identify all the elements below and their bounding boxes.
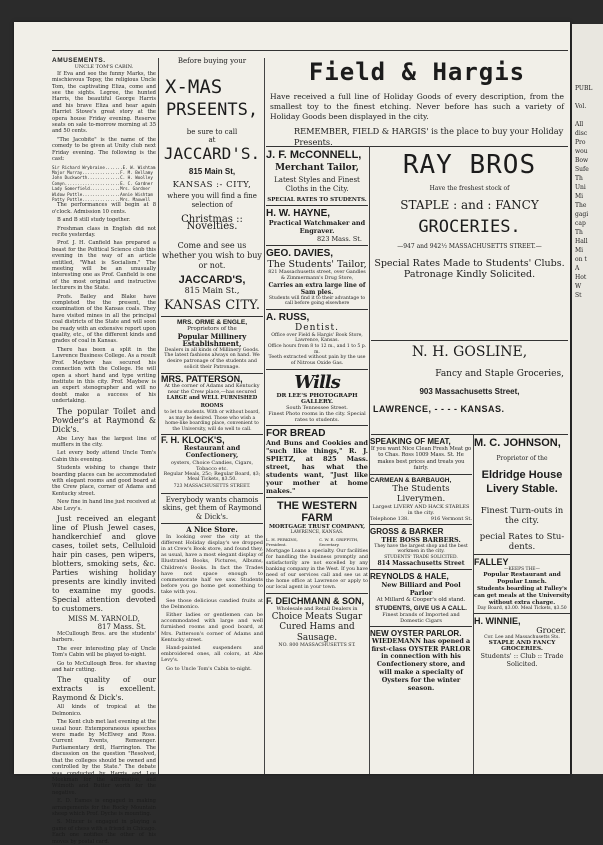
yarnold-ad-text: Just received an elegant line of Plush Jewel cases, handkerchief and glove cases, toilet sets, Celluloid hair pin cases, pen wipers, blotters, smoking sets, &c. Parties wishing holiday presents are kindly invited to examine my goods. Special attention devoted to customers. [52,514,156,613]
adjacent-page-line: The [575,202,587,209]
russ-text: Office over Field & Hargis' Book Store, Lawrence, Kansas. [271,332,363,344]
adjacent-page-line: Hot [575,274,587,281]
jaccards-name: JACCARD'S. [163,144,261,164]
jaccards-christmas: Christmas :: Novelties. [181,214,243,233]
russ-hours: Office hours from 8 to 12 m., and 1 to 5 p. m. [267,343,367,355]
johnson-title: Eldridge House Livery Stable. [481,469,563,495]
carmean-telephone: Telephone 138. [370,515,409,522]
bread-title: FOR BREAD [266,427,326,439]
davies-text-2: Students will find it to their advantage to call before going elsewhere [268,295,366,307]
adjacent-page-line: disc [575,130,588,137]
yarnold-name: MISS M. YARNOLD, [68,615,140,623]
field-hargis-remember: REMEMBER, FIELD & HARGIS' is the place to buy your Holiday Presents. [294,126,564,147]
amusements-para: McCullough Bros. are the students' barbers. [52,631,156,644]
carmean-text: Largest LIVERY AND HACK STABLES in the city. [372,503,470,516]
klock-name: F. H. KLOCK'S, [161,435,225,446]
jaccards-city: KANSAS :- CITY, [172,179,252,190]
adjacent-page-line: W [575,283,582,290]
adjacent-page-line: Hall [575,238,588,245]
davies-carries: Carries an extra large line of Sam ples. [268,281,366,296]
adjacent-page-line: PUBL [575,85,593,92]
ray-bros-address: —947 and 942½ MASSACHUSETTS STREET.— [397,243,542,250]
gross-address: 814 Massachusetts Street [377,559,465,567]
ray-bros-have: Have the freshest stock of [429,185,510,192]
falley-text: Students boarding at Falley's can get meals at the University without extra charge. [474,586,570,606]
russ-title: Dentist. [295,322,339,333]
oyster-title: NEW OYSTER PARLOR. [370,628,462,638]
deichmann-address: NO. 800 MASSACHUSETTS ST. [278,643,356,649]
amusements-para: S. Mincer is engaged in playing a game of chess with a friend in Chicago. Each one notifies the other of his moves by postal card. [52,819,157,845]
gross-patron: STUDENTS' TRADE SOLICITED. [384,554,458,560]
jaccards-where: where you will find a fine selection of [167,192,257,210]
nice-store-title: A Nice Store. [186,525,238,535]
gross-text: They have the largest shop and the best workmen in the city. [374,543,468,555]
deichmann-title: Wholesale and Retail Dealers in [276,605,358,612]
adjacent-page-line: cap [575,220,586,227]
amusements-sub: UNCLE TOM'S CABIN. [74,64,134,71]
adjacent-page-line: Th [575,175,583,182]
amusements-para: Students wishing to change their boarding places can be accommodated with elegant rooms and good board at the Crew place, corner of Adams and Kentucky street. [52,465,156,497]
mcconnell-name: J. F. McCONNELL, [266,149,362,161]
jaccards-column [161,58,263,774]
mcconnell-text: Latest Styles and Finest Cloths in the City. [274,176,360,193]
deichmann-text: Choice Meats Sugar Cured Hams and Sausage. [271,611,363,643]
amusements-para: All kinds of tropical at the Delmonico. [52,704,156,717]
orme-props: Proprietors of the [187,326,237,333]
meat-text: If you want Nice Clean Fresh Meat go to Chas. Ross 1009 Mass. St. He makes best prices and treats you fairly. [370,446,472,472]
adjacent-page-line: All [575,121,584,128]
amusements-para: "The Jacobite" is the name of the comedy to be given at Unity club next Friday evening. The following is the cast: [52,136,156,163]
ray-bros-special: Special Rates Made to Students' Clubs. Patronage Kindly Solicited. [374,258,565,280]
adjacent-page-line: Th [575,229,583,236]
xmas-title: X-MAS [165,76,223,99]
orme-name: MRS. ORME & ENGLE, [176,318,248,326]
amusements-para: B and B still study together. [57,217,131,224]
gosline-city: LAWRENCE, - - - - KANSAS. [373,404,505,414]
amusements-para: The ever interesting play of Uncle Tom's Cabin will be played to-night. [52,645,156,659]
newspaper-page [14,22,570,845]
reynolds-name: REYNOLDS & HALE, [370,571,449,581]
western-officer-1: L. H. PERKINS, President. [266,536,298,547]
ray-bros-groceries: GROCERIES. [418,217,521,237]
field-hargis-title: Field & Hargis [308,58,526,86]
amusements-para: Prof. J. H. Canfield has prepared a beast for the Political Science club this evening in the way of an article entitled, "What is Socialism." The meeting will be an unusually interesting one as Prof. Canfield is one of the most original and instructive lecturers in the State. [52,240,156,292]
falley-title: Popular Restaurant and Popular Lunch. [483,572,561,585]
hayne-name: H. W. HAYNE, [266,208,331,219]
nice-store-text: Either ladies or gentlemen can be accommodated with large and well furnished rooms and good board, at Mrs. Patterson's corner of Adams and Kentucky street. [161,612,263,643]
chamois-text: Everybody wants chamois skins, get them of Raymond & Dick's. [162,495,262,521]
patterson-text-2: to let to students. With or without board, as may be desired. Those who wish a home-like boarding place, convenient to the University, will do well to call. [164,410,260,432]
winnie-text: STAPLE AND FANCY GROCERIES. [488,640,556,653]
cast-list: Sir Richard Wrybraine.......E. W. Wishtam Major Murray...............F. M. Bellamy John Duckworth.............C. H. Woolley Comyn......................E. C. Gardner Lady Somerfield............Mrs. Gardner Widow Pottle...............Annie Wishtam Patty Pottle...............Mrs. Maxwell [52,164,156,202]
gosline-name: N. H. GOSLINE, [411,344,528,360]
column-divider [158,58,159,774]
amusements-para: The quality of our extracts is excellent. Raymond & Dick's. [52,675,156,703]
col4-ads [370,437,472,774]
patterson-text: At the corner of Adams and Kentucky near the Crew place,—has secured [164,383,260,396]
ray-bros-ad [371,149,568,339]
western-city: LAWRENCE, KANSAS. [290,529,344,535]
patterson-large: LARGE and WELL FURNISHED ROOMS [166,395,258,409]
adjacent-page-line: Mi [575,247,584,254]
xmas-before: Before buying your [177,57,247,65]
xmas-at: at [208,135,216,144]
adjacent-page-line: wou [575,148,588,155]
johnson-special: pecial Rates to Stu- dents. [479,532,565,552]
adjacent-page-line: Pro [575,139,586,146]
nice-store-text: See those delicious candied fruits at the Delmonico. [161,597,263,610]
adjacent-page-line [575,93,603,102]
western-text: Mortgage Loans a specialty. Our facilities for handling the business promptly and satisfactorily are not excelled by any banking company in the West. If you have need of our services call and see us at the home office at Lawrence or apply to our local agent in your town. [266,548,368,590]
oyster-text: WIEDEMANN has opened a first-class OYSTER PARLOR in connection with his Confectionery store, and will make a specialty of Oysters for the winter season. [371,636,471,692]
winnie-text-2: Students' :: Club :: Trade Solicited. [480,652,564,669]
carmean-address: 916 Vermont St. [430,515,472,522]
carmean-title: The Students Liverymen. [392,483,450,504]
nice-store-text: In looking over the city at the different Holiday display's we dropped in at Crew's Book store, and found they, as usual, have a most elegant display of Illustrated Books, Pictures, Albums, Children's Books. In fact the Trades have not space enough to commemorate half we saw. Students before you go home get something to take with you. [161,533,263,596]
adjacent-page-line: St [575,292,582,299]
gross-name: GROSS & BARKER [370,526,444,536]
field-hargis-text: Have received a full line of Holiday Goods of every description, from the smallest toy to the finest etching. Never before has such a variety of Holiday Goods been displayed in the city. [270,92,564,121]
xmas-presents: PRSEENTS, [165,100,259,121]
amusements-para: The performances will begin at 8 o'clock. Admission 10 cents. [52,202,156,215]
reynolds-text: Finest brands of Imported and Domestic Cigars [382,611,460,624]
klock-title: Restaurant and Confectionery, [183,443,241,460]
patterson-name: MRS. PATTERSON, [161,373,243,384]
adjacent-page-line [575,111,603,120]
nice-store-text: Go to Uncle Tom's Cabin to-night. [166,665,252,672]
davies-text: 821 Massachusetts street, over Gandles & Zimmermann's Drug Store, [268,270,366,281]
davies-name: GEO. DAVIES, [266,248,334,259]
mcconnell-title: Merchant Tailor, [275,163,359,173]
jaccards-city-2: KANSAS CITY. [163,297,261,313]
amusements-para: Profs. Bailey and Blake have completed the the present, the examination of the Kansas coals. They have visited mines in all the principal coal districts of the State and will soon be ready with an extensive report upon quality, etc., of the different kinds and grades of coal in Kansas. [52,293,156,345]
winnie-address: Cor. Lee and Massachusetts Sts. [484,635,560,641]
middle-ads-column [266,149,368,774]
wills-text: Finest Photo rooms in the city. Special rates to students. [268,410,366,423]
falley-rates: Day Board, $3.00. Meal Tickets, $3.50 [477,606,567,612]
jaccards-name-2: JACCARD'S, [178,273,246,286]
adjacent-page [572,24,603,774]
reynolds-call: STUDENTS, GIVE US A CALL. [375,604,467,612]
reynolds-address: At Millard & Cooper's old stand. [376,596,466,603]
wills-logo: Wills [294,371,340,393]
johnson-props: Proprietor of the [496,455,548,462]
hayne-address: 823 Mass. St. [317,235,362,243]
gosline-title: Fancy and Staple Groceries, [435,369,564,379]
column-divider [264,58,265,774]
winnie-title: Grocer. [536,626,566,636]
reynolds-title: New Billiard and Pool Parlor [381,580,461,597]
xmas-be-sure: be sure to call [186,128,238,137]
jaccards-address-2: 815 Main St., [184,286,240,296]
western-title: MORTGAGE TRUST COMPANY, [268,523,366,530]
hayne-title: Practical Watchmaker and Engraver. [268,219,366,235]
klock-text: oysters, Choice Candies, Cigars, Tobacco etc. [170,459,254,472]
amusements-para: Abe Levy has the largest line of mufflers in the city. [52,435,156,448]
orme-title: Popular Millinery Establishment, [177,331,247,349]
western-officer-2: C. W. E. GRIFFITH, Secretary. [319,536,359,547]
gosline-address: 903 Massachusetts Street, [419,387,520,396]
adjacent-page-text [575,84,603,300]
russ-name: A. RUSS, [266,311,310,323]
jaccards-address: 815 Main St, [188,167,236,177]
nice-store-text: Hand-painted suspenders and embroidered ones, all colors, at Abe Levy's. [161,645,263,664]
adjacent-page-line: Uni [575,184,586,191]
johnson-name: M. C. JOHNSON, [474,437,561,449]
ray-bros-name: RAY BROS [402,150,537,180]
orme-text: Dealers in all kinds of Millinery Goods. The latest fashions always on hand. We desire patronage of the students and solicit their Patronage. [164,347,260,371]
mcconnell-special: SPECIAL RATES TO STUDENTS. [267,197,367,203]
bread-text: And Buns and Cookies and "such like things," R. J. SPIETZ, at 825 Mass. street, has what the students want, "Just like your mother at home makes." [266,438,368,495]
western-name: THE WESTERN FARM [276,499,358,524]
amusements-para: If Eva and see the funny Marks, the mischievous Topsy, the religious Uncle Tom, the captivating Eliza, come and see the sights. Legree, the hunted Harris, the beautiful George Harris and his brave Eliza and hear again Harriet Stowe's great story at the opera house Friday evening. Reserve seats on sale to-morrow morning at 35 and 50 cents. [52,70,156,135]
winnie-name: H. WINNIE, [474,616,521,627]
davies-title: The Students' Tailor, [267,259,367,270]
adjacent-page-line: A [575,265,580,272]
deichmann-name: F. DEICHMANN & SON, [266,595,365,606]
falley-sub: —KEEPS THE— [504,567,540,572]
amusements-column [52,57,157,845]
amusements-para: Go to McCullough Bros. for shaving and hair cutting. [52,660,156,674]
jaccards-come: Come and see us whether you wish to buy or not. [162,240,262,270]
amusements-para: The Kent club met last evening at the usual hour. Extemporaneous speeches were made by McElwey and Ross. Current Events, Remsenger. Parliamentary drill, Harrington. The discussion on the question "Resolved, that the colleges should be owned and controlled by the State." The debate was conducted by Harris and Lee Meekman for the affirmative, and Wilmoth and Butter worth for the negative. [52,719,156,796]
carmean-name: CARMEAN & BARBAUGH, [370,476,452,484]
col5-ads [474,437,570,774]
wills-address: South Tennessee Street. [286,404,348,411]
field-hargis-ad [266,58,568,147]
adjacent-page-line: Bow [575,157,589,164]
gosline-ad [371,343,568,433]
adjacent-page-line: on t [575,256,587,263]
amusements-para: E. D. Eames is engaged in making arrangements for the Rocky Mountain sheep which Prof. Dyche is mounting. [52,798,156,817]
russ-text-2: Teeth extracted without pain by the use of Nitrous Oxide Gas. [268,355,366,366]
amusements-para: The popular Toilet and Powder's at Raymond & Dick's. [52,406,156,434]
amusements-heading: AMUSEMENTS. [52,57,106,64]
meat-title: SPEAKING OF MEAT, [370,437,451,446]
yarnold-address: 817 Mass. St. [97,623,146,631]
klock-address: 723 MASSACHUSETTS STREET. [173,484,251,490]
amusements-para: Let every body attend Uncle Tom's Cabin this evening. [52,450,156,463]
johnson-text: Finest Turn-outs in the city. [480,506,564,526]
amusements-para: New fine in hand line just received at Abe Levy's. [52,499,156,512]
adjacent-page-line: Sufe [575,166,589,173]
amusements-para: There has been a split in the Lawrence Business College. As a result Prof. Maybew has secured his connection with the College. He will open a short hand and type writing institute in this city. Prof. Maybew is an expert stenographer and will no doubt make a success of his undertaking. [52,346,156,405]
gross-title: THE BOSS BARBERS. [381,535,461,544]
adjacent-page-line: Mi [575,193,584,200]
amusements-para: Freshman class in English did not recite yesterday. [52,225,156,238]
top-rule [52,50,568,51]
wills-name: DR LEE'S PHOTOGRAPH GALLERY. [276,392,358,405]
ray-bros-staple: STAPLE : and : FANCY [400,198,539,212]
adjacent-page-line: Vol. [575,103,587,110]
klock-text-2: Regular Meals, 25c; Regular Board, $3; Meal Tickets, $3.50. [163,471,261,483]
adjacent-page-line: gagi [575,211,589,218]
falley-name: FALLEY [474,557,509,567]
